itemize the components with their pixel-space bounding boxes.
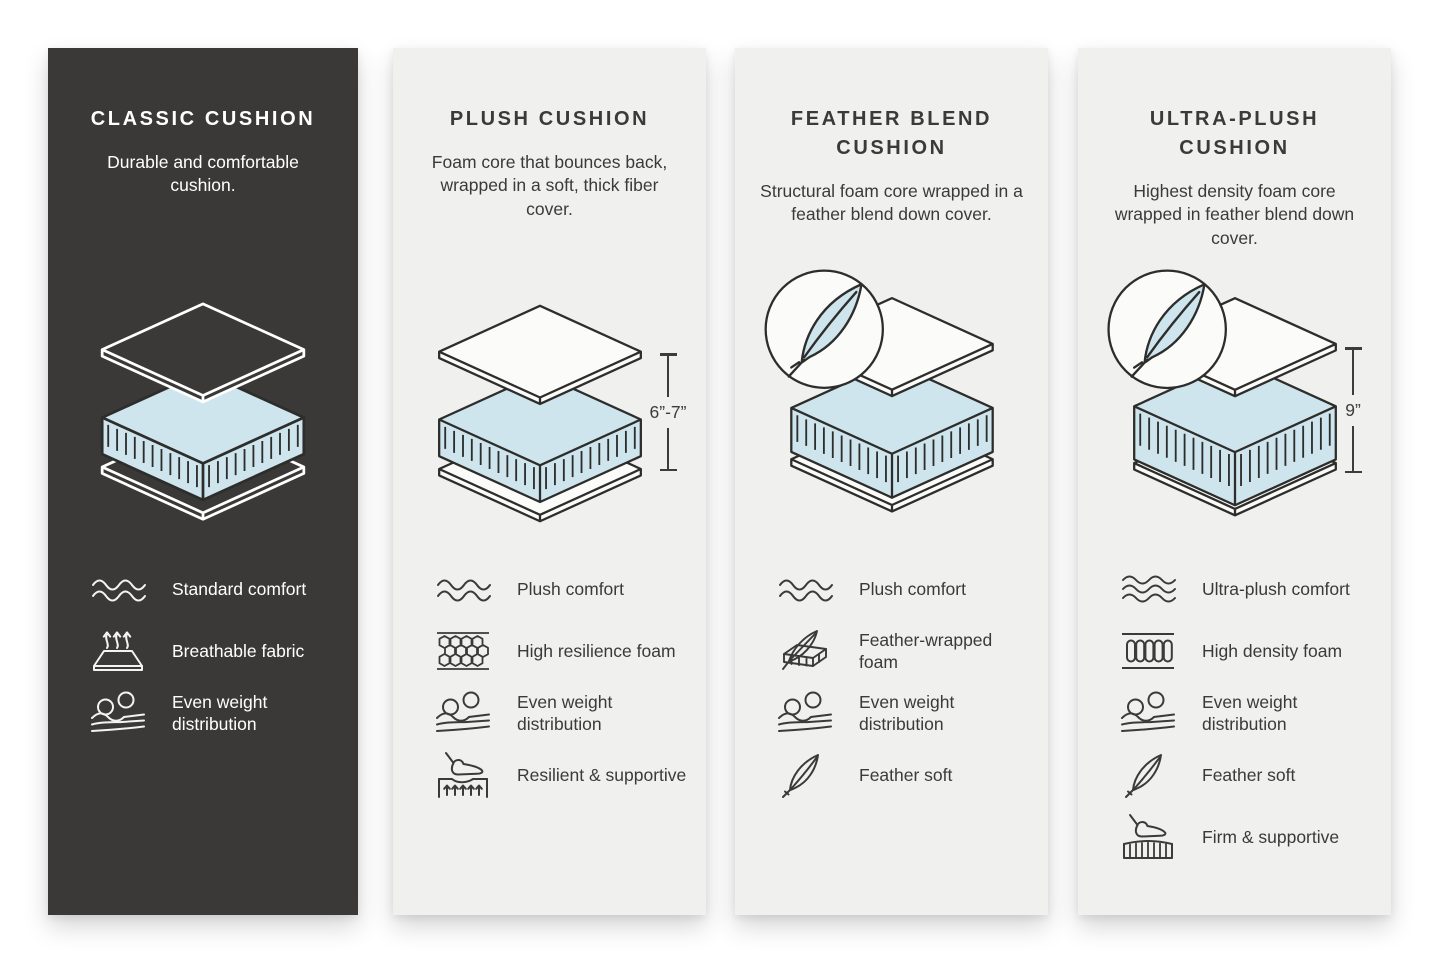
waves-icon xyxy=(90,566,146,612)
feature-label: Even weight distribution xyxy=(517,691,613,734)
panel-description: Foam core that bounces back, wrapped in a soft, thick fiber cover. xyxy=(431,152,668,219)
feature-item xyxy=(1120,814,1377,860)
feature-item xyxy=(435,628,692,674)
feather-badge xyxy=(1108,271,1225,388)
feature-label: Feather-wrapped foam xyxy=(859,629,993,672)
feature-label: High resilience foam xyxy=(517,640,676,661)
feature-item xyxy=(435,566,692,612)
feature-list xyxy=(1120,566,1377,876)
cushion-layers-illustration xyxy=(48,300,358,524)
feature-item xyxy=(1120,628,1377,674)
page-title: FEATHER BLEND CUSHION xyxy=(790,108,993,159)
height-measurement xyxy=(1329,347,1377,473)
cushion-layers-illustration xyxy=(735,267,1048,516)
feather-icon xyxy=(1120,752,1176,798)
feature-label: High density foam xyxy=(1202,640,1343,661)
feature-item xyxy=(90,628,344,674)
page-title: CLASSIC CUSHION xyxy=(90,108,316,130)
feature-item xyxy=(90,690,344,736)
feature-item xyxy=(777,752,1034,798)
panel-plush-cushion xyxy=(393,48,706,915)
feature-item xyxy=(1120,752,1377,798)
panel-feather-blend-cushion xyxy=(735,48,1048,915)
bracket-cap xyxy=(660,469,677,472)
panel-header xyxy=(735,48,1048,227)
feather-badge xyxy=(765,271,882,388)
even-weight-icon xyxy=(1120,690,1176,736)
feature-label: Feather soft xyxy=(859,764,953,785)
honeycomb-foam-icon xyxy=(435,628,491,674)
panel-header xyxy=(1078,48,1391,250)
even-weight-icon xyxy=(435,690,491,736)
feature-item xyxy=(435,752,692,798)
feature-label: Feather soft xyxy=(1202,764,1296,785)
even-weight-icon xyxy=(90,690,146,736)
waves-triple-icon xyxy=(1120,566,1176,612)
height-label: 9” xyxy=(1345,399,1361,420)
feature-label: Breathable fabric xyxy=(172,640,305,661)
high-density-foam-icon xyxy=(1120,628,1176,674)
firm-support-icon xyxy=(1120,814,1176,860)
height-label: 6”-7” xyxy=(649,401,687,422)
panel-description: Durable and comfortable cushion. xyxy=(107,152,299,196)
feather-wrapped-foam-icon xyxy=(777,628,833,674)
bracket-line xyxy=(1352,350,1355,395)
panel-description: Structural foam core wrapped in a feather blend down cover. xyxy=(760,181,1023,225)
feature-label: Ultra-plush comfort xyxy=(1202,578,1350,599)
feature-label: Resilient & supportive xyxy=(517,764,687,785)
bracket-line xyxy=(1352,426,1355,471)
cushion-stack-graphic xyxy=(93,300,313,524)
feature-label: Even weight distribution xyxy=(1202,691,1298,734)
feature-label: Plush comfort xyxy=(517,578,624,599)
feature-item xyxy=(777,690,1034,736)
feature-label: Standard comfort xyxy=(172,578,307,599)
cushion-stack-graphic xyxy=(760,267,1024,516)
cushion-stack-graphic xyxy=(430,302,650,526)
page-title: PLUSH CUSHION xyxy=(449,108,650,130)
feature-item xyxy=(777,566,1034,612)
feature-item xyxy=(777,628,1034,674)
waves-icon xyxy=(777,566,833,612)
panel-header xyxy=(393,48,706,221)
feature-list xyxy=(90,566,344,752)
feature-item xyxy=(1120,690,1377,736)
feature-list xyxy=(777,566,1034,814)
height-measurement xyxy=(644,353,692,471)
bracket-line xyxy=(667,356,670,397)
feature-list xyxy=(435,566,692,814)
panel-header xyxy=(48,48,358,198)
cushion-stack-graphic xyxy=(1103,267,1367,519)
page-title: ULTRA-PLUSH CUSHION xyxy=(1149,108,1320,159)
resilient-support-icon xyxy=(435,752,491,798)
panel-classic-cushion xyxy=(48,48,358,915)
feature-label: Firm & supportive xyxy=(1202,826,1340,847)
bracket-cap xyxy=(1345,471,1362,474)
feature-label: Even weight distribution xyxy=(172,691,268,734)
bracket-line xyxy=(667,428,670,469)
waves-icon xyxy=(435,566,491,612)
feature-item xyxy=(90,566,344,612)
feature-label: Plush comfort xyxy=(859,578,966,599)
feather-icon xyxy=(777,752,833,798)
even-weight-icon xyxy=(777,690,833,736)
panel-ultra-plush-cushion xyxy=(1078,48,1391,915)
feature-item xyxy=(1120,566,1377,612)
panel-description: Highest density foam core wrapped in feather blend down cover. xyxy=(1114,181,1355,248)
feature-label: Even weight distribution xyxy=(859,691,955,734)
breathable-icon xyxy=(90,628,146,674)
feature-item xyxy=(435,690,692,736)
